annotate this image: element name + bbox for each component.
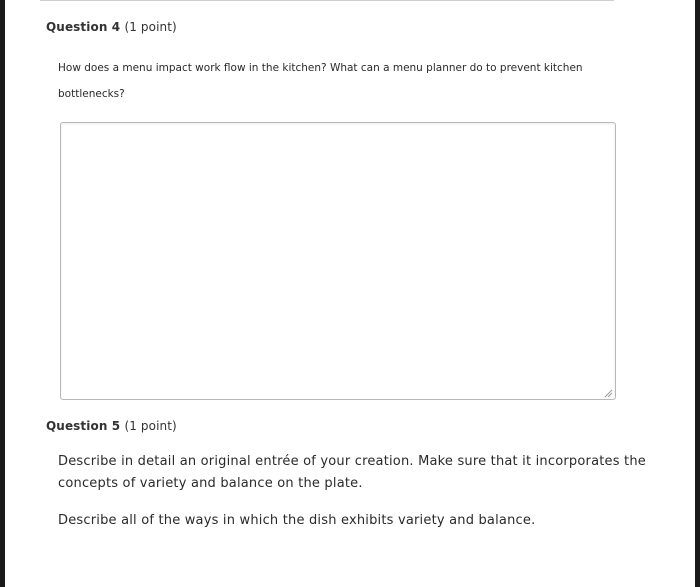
window-frame-right [695, 0, 700, 587]
question-4-label: Question 4 [46, 20, 121, 34]
question-5-paragraph-2: Describe all of the ways in which the dish exhibits variety and balance. [58, 513, 536, 528]
question-5-prompt [58, 451, 658, 532]
window-frame-left [0, 0, 5, 587]
question-5-label: Question 5 [46, 419, 121, 433]
question-5-points: (1 point) [124, 419, 177, 433]
question-4-prompt [58, 55, 618, 107]
question-5-paragraph-1: Describe in detail an original entrée of your creation. Make sure that it incorporates the concepts of variety and balance on the plate. [58, 454, 646, 491]
section-divider [40, 0, 614, 1]
question-4-points: (1 point) [124, 20, 177, 34]
resize-handle-icon[interactable] [603, 388, 613, 398]
question-4-title [46, 20, 177, 34]
question-4-answer-textarea[interactable] [60, 122, 616, 400]
question-4-prompt-line-2: bottlenecks? [58, 88, 125, 100]
question-5-title [46, 419, 177, 433]
question-4-prompt-line-1: How does a menu impact work flow in the kitchen? What can a menu planner do to prevent kitchen [58, 62, 583, 74]
